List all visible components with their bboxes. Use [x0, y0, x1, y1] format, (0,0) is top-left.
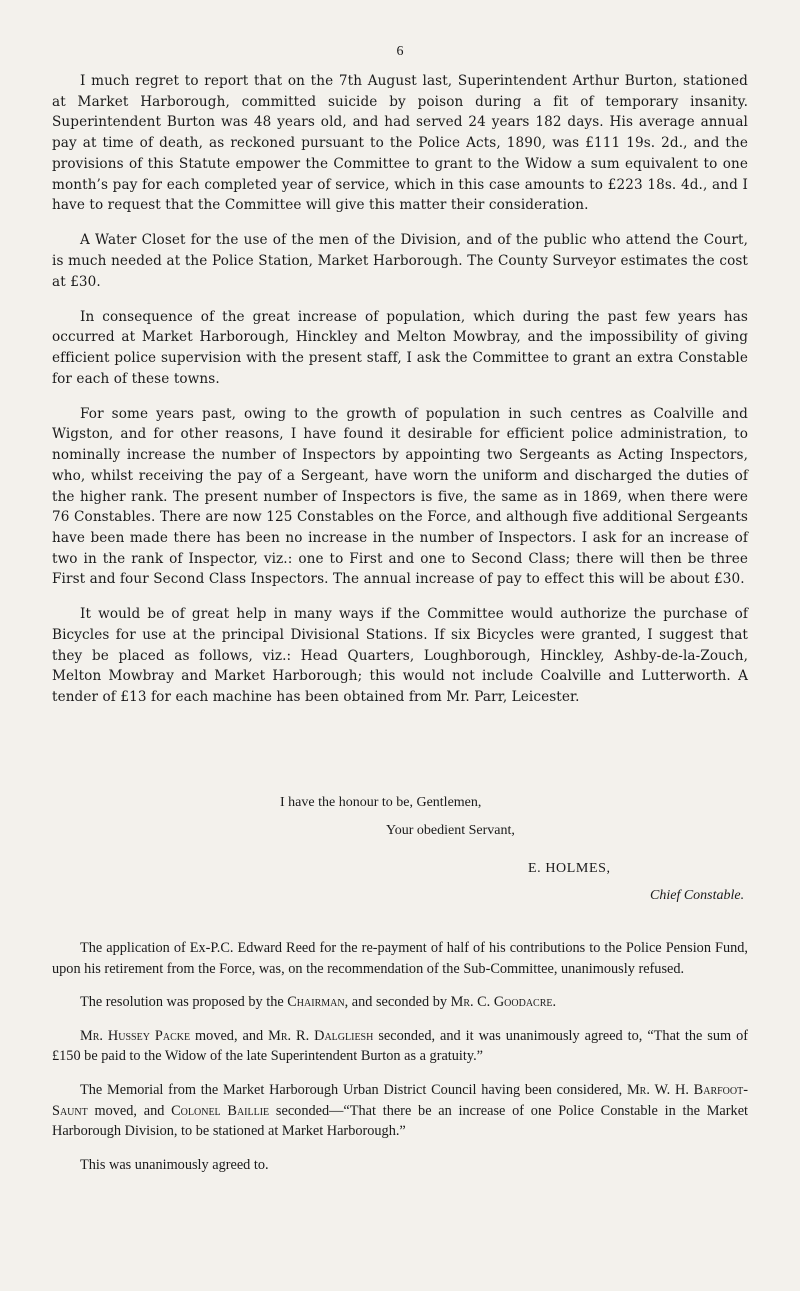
page-number: 6 — [396, 44, 404, 59]
signer-name: E. HOLMES, — [528, 861, 611, 876]
minute-text: The resolution was proposed by the — [80, 994, 288, 1011]
paragraph-superintendent-burton: I much regret to report that on the 7th August last, Superintendent Arthur Burton, stationed at Market Harborough, committed suicide by poison during a fit of temporary insanity. Superintendent Burton was 48 years old, and had served 24 years 182 days. His average annual pay at time of death, as reckoned pursuant to the Police Acts, 1890, was £111 19s. 2d., and the provisions of this Statute empower the Committee to grant to the Widow a sum equivalent to one month’s pay for each completed year of service, which in this case amounts to £223 18s. 4d., and I have to request that the Committee will give this matter their consideration. — [52, 73, 748, 214]
minute-memorial — [52, 1080, 748, 1142]
paragraph-extra-constables: In consequence of the great increase of population, which during the past few years has occurred at Market Harborough, Hinckley and Melton Mowbray, and the impossibility of giving efficient police supervision with the present staff, I ask the Committee to grant an extra Constable for each of these towns. — [52, 308, 748, 387]
paragraph-inspectors: For some years past, owing to the growth of population in such centres as Coalville and Wigston, and for other reasons, I have found it desirable for efficient police administration, to nominally increase the number of Inspectors by appointing two Sergeants as Acting Inspectors, who, whilst receiving the pay of a Sergeant, have worn the uniform and discharged the duties of the higher rank. The present number of Inspectors is five, the same as in 1869, when there were 76 Constables. There are now 125 Constables on the Force, and although five additional Sergeants have been made there has been no increase in the number of Inspectors. I ask for an increase of two in the rank of Inspector, viz.: one to First and one to Second Class; there will then be three First and four Second Class Inspectors. The annual increase of pay to effect this will be about £30. — [52, 405, 748, 588]
paragraph-water-closet: A Water Closet for the use of the men of the Division, and of the public who attend the Court, is much needed at the Police Station, Market Harborough. The County Surveyor estimates the cost at £30. — [52, 232, 748, 290]
goodacre-name: Mr. C. Goodacre — [450, 994, 553, 1011]
dalgliesh-name: Mr. R. Dalgliesh — [268, 1027, 374, 1044]
minute-text: seconded—“That there be an increase of one Police Constable in the Market Harborough Division, to be stationed at Market Harborough.” — [52, 1102, 749, 1140]
minute-text: moved, and — [87, 1102, 172, 1119]
paragraph-bicycles: It would be of great help in many ways if the Committee would authorize the purchase of Bicycles for use at the principal Divisional Stations. If six Bicycles were granted, I suggest that they be placed as follows, viz.: Head Quarters, Loughborough, Hinckley, Ashby-de-la-Zouch, Melton Mowbray and Market Harborough; this would not include Coalville and Lutterworth. A tender of £13 for each machine has been obtained from Mr. Parr, Leicester. — [52, 606, 748, 706]
minute-resolution — [52, 992, 748, 1013]
barfoot-saunt-name: Mr. W. H. Barfoot-Saunt — [52, 1081, 748, 1119]
hussey-packe-name: Mr. Hussey Packe — [80, 1027, 191, 1044]
baillie-name: Colonel Baillie — [171, 1102, 270, 1119]
committee-minutes — [52, 938, 748, 1188]
minute-text: The Memorial from the Market Harborough Urban District Council having been considered, — [80, 1081, 627, 1098]
minute-text: , and seconded by — [344, 994, 451, 1011]
minute-gratuity — [52, 1026, 748, 1067]
minute-text: . — [552, 994, 557, 1011]
signer-title: Chief Constable. — [650, 888, 745, 903]
minute-reed-application: The application of Ex-P.C. Edward Reed for the re-payment of half of his contributions to the Police Pension Fund, upon his retirement from the Force, was, on the recommendation of the Sub-Committee, unanimously refused. — [52, 940, 748, 977]
minute-text: moved, and — [190, 1027, 269, 1044]
minute-text: seconded, and it was unanimously agreed to, “That the sum of £150 be paid to the Widow of the late Superintendent Burton as a gratuity.” — [52, 1027, 749, 1065]
minute-agreed: This was unanimously agreed to. — [80, 1156, 269, 1173]
letter-body — [52, 71, 748, 722]
letter-salutation: I have the honour to be, Gentlemen, — [280, 795, 482, 810]
letter-closing: Your obedient Servant, — [386, 823, 515, 838]
chairman-name: Chairman — [287, 994, 345, 1011]
